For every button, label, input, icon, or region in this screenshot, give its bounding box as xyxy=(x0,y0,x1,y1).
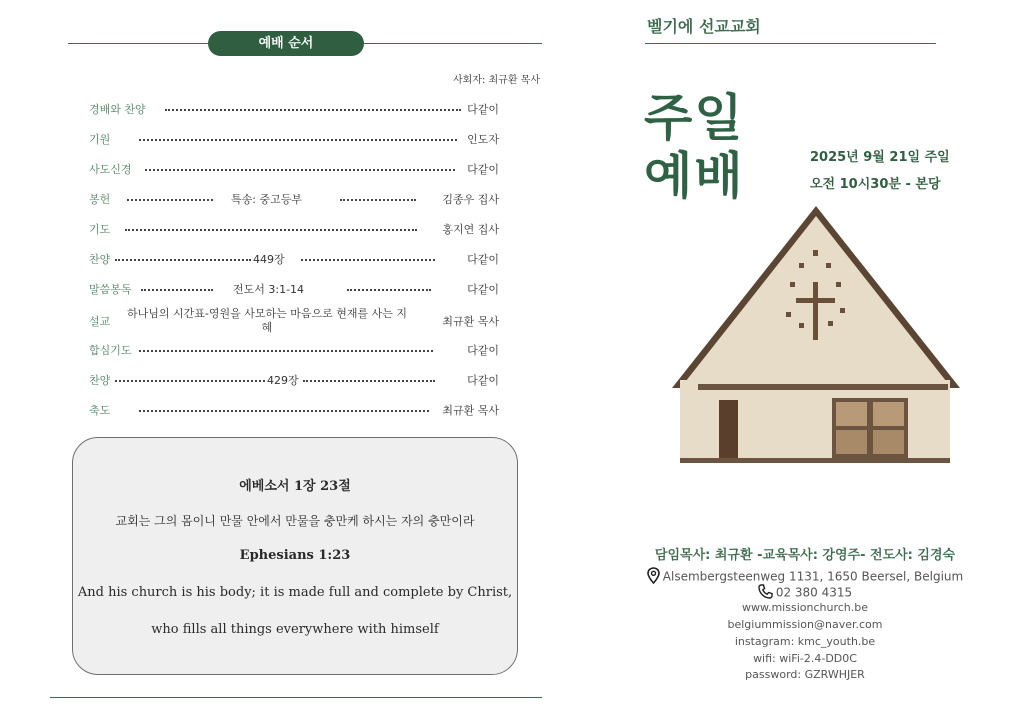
order-item-detail: 449장 xyxy=(253,253,285,266)
order-row-scripture xyxy=(89,281,499,299)
leader-dots xyxy=(165,109,461,111)
order-item-person: 김종우 집사 xyxy=(442,193,499,206)
instagram-handle: instagram: kmc_youth.be xyxy=(734,635,876,648)
order-item-person: 다같이 xyxy=(467,163,499,176)
order-item-person: 인도자 xyxy=(467,133,499,146)
header-rule-left xyxy=(68,43,208,44)
leader-dots xyxy=(125,229,417,231)
church-name: 벨기에 선교교회 xyxy=(647,17,761,36)
title-line-2: 예배 xyxy=(644,147,745,205)
leader-dots xyxy=(340,199,416,201)
order-item-person: 다같이 xyxy=(467,253,499,266)
order-item-name: 합심기도 xyxy=(89,342,135,358)
order-item-person: 최규환 목사 xyxy=(442,315,499,328)
leader-dots xyxy=(115,259,251,261)
order-item-name: 사도신경 xyxy=(89,161,135,177)
service-date: 2025년 9월 21일 주일 xyxy=(810,150,950,165)
leader-dots xyxy=(139,139,457,141)
sermon-title: 하나님의 시간표-영원을 사모하는 마음으로 현재를 사는 지혜 xyxy=(127,307,407,334)
footer-rule xyxy=(50,697,542,698)
church-illustration xyxy=(668,200,964,470)
order-item-name: 찬양 xyxy=(89,372,113,388)
order-item-name: 기도 xyxy=(89,221,113,237)
order-item-name: 말씀봉독 xyxy=(89,281,135,297)
order-item-person: 홍지연 집사 xyxy=(442,223,499,236)
order-row-invocation xyxy=(89,131,499,149)
email[interactable]: belgiummission@naver.com xyxy=(727,618,883,631)
order-row-praise xyxy=(89,101,499,119)
order-item-name: 봉헌 xyxy=(89,191,113,207)
header-rule-right xyxy=(364,43,542,44)
leader-dots xyxy=(303,380,435,382)
wifi-password: password: GZRWHJER xyxy=(745,668,865,681)
order-row-group-prayer xyxy=(89,342,499,360)
order-item-name: 경배와 찬양 xyxy=(89,101,149,117)
phone-number: 02 380 4315 xyxy=(775,585,853,600)
leader-dots xyxy=(145,169,455,171)
church-name-rule xyxy=(645,43,936,44)
verse-box xyxy=(72,437,518,675)
phone-line xyxy=(640,584,970,602)
section-title: 예배 순서 xyxy=(208,31,364,56)
verse-reference-korean: 에베소서 1장 23절 xyxy=(239,479,351,494)
verse-text-korean: 교회는 그의 몸이니 만물 안에서 만물을 충만케 하시는 자의 충만이라 xyxy=(115,514,475,528)
service-time: 오전 10시30분 - 본당 xyxy=(810,177,941,192)
leader-dots xyxy=(301,259,435,261)
phone-icon xyxy=(758,584,773,602)
order-row-hymn-2 xyxy=(89,372,499,390)
verse-reference-english: Ephesians 1:23 xyxy=(239,548,351,563)
leader-dots xyxy=(141,289,213,291)
leader-dots xyxy=(127,199,213,201)
leader-dots xyxy=(139,350,433,352)
order-row-prayer xyxy=(89,221,499,239)
order-item-detail: 전도서 3:1-14 xyxy=(233,283,305,296)
order-item-name: 기원 xyxy=(89,131,113,147)
order-item-person: 최규환 목사 xyxy=(442,404,499,417)
order-item-detail: 특송: 중고등부 xyxy=(231,193,302,206)
verse-text-english-line-2: who fills all things everywhere with himself xyxy=(151,622,439,637)
order-row-benediction xyxy=(89,402,499,420)
wifi-name: wifi: wiFi-2.4-DD0C xyxy=(753,652,857,665)
verse-text-english-line-1: And his church is his body; it is made full and complete by Christ, xyxy=(77,585,513,600)
order-item-name: 축도 xyxy=(89,402,113,418)
order-item-person: 다같이 xyxy=(467,283,499,296)
order-item-name: 찬양 xyxy=(89,251,113,267)
order-item-detail: 429장 xyxy=(267,374,299,387)
pastors-line: 담임목사: 최규환 -교육목사: 강영주- 전도사: 김경숙 xyxy=(654,548,956,563)
order-item-person: 다같이 xyxy=(467,374,499,387)
order-row-hymn-1 xyxy=(89,251,499,269)
leader-dots xyxy=(139,410,429,412)
title-line-1: 주일 xyxy=(644,89,745,147)
website[interactable]: www.missionchurch.be xyxy=(741,601,868,614)
order-row-creed xyxy=(89,161,499,179)
order-row-sermon xyxy=(89,307,499,334)
leader-dots xyxy=(347,289,431,291)
address: Alsembergsteenweg 1131, 1650 Beersel, Belgium xyxy=(662,569,964,584)
leader-dots xyxy=(115,380,265,382)
order-item-person: 다같이 xyxy=(467,344,499,357)
presider: 사회자: 최규환 목사 xyxy=(452,75,540,86)
order-row-offering xyxy=(89,191,499,209)
order-item-person: 다같이 xyxy=(467,103,499,116)
order-item-name: 설교 xyxy=(89,313,113,329)
